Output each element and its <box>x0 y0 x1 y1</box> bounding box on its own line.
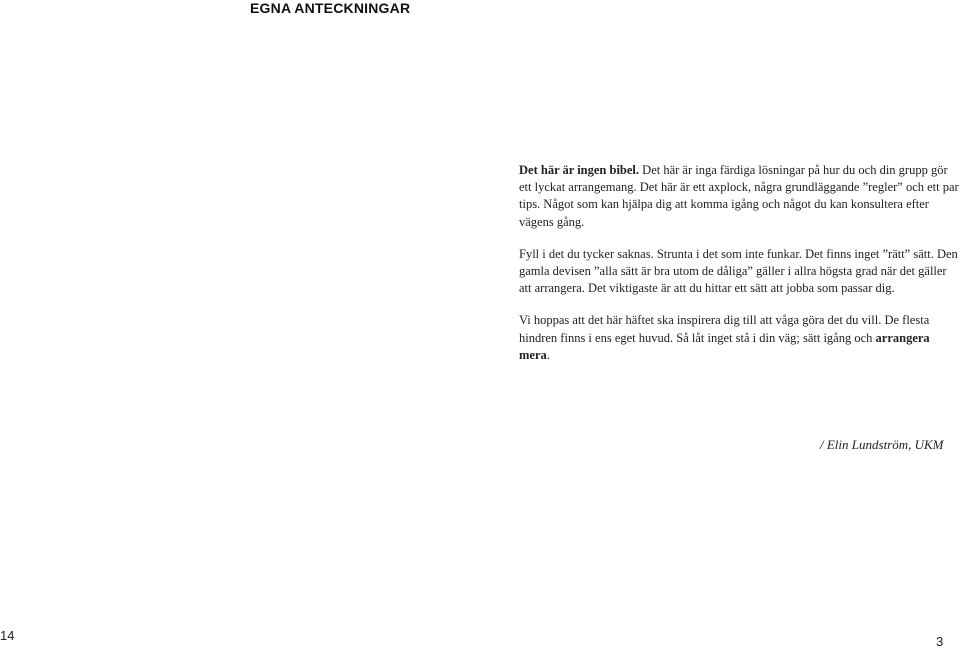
intro-paragraph <box>519 162 959 231</box>
body-text <box>519 162 959 364</box>
signature: / Elin Lundström, UKM <box>820 437 944 452</box>
intro-lead-bold: Det här är ingen bibel. <box>519 163 640 177</box>
third-paragraph-period: . <box>546 347 550 362</box>
page-number-right: 3 <box>936 634 944 649</box>
page-number-left: 14 <box>0 628 15 643</box>
page-heading: EGNA ANTECKNINGAR <box>250 0 411 16</box>
intro-lead-rest: Det här är inga färdiga lösningar på hur du och din grupp gör ett lyckat arrangemang. Det här är ett axplock, några grundläggande ”regler” och ett par tips. Något som kan hjälpa dig att komma igång och något du kan konsultera efter vägens gång. <box>519 163 959 229</box>
third-paragraph-text: Vi hoppas att det här häftet ska inspirera dig till att våga göra det du vill. De flesta hindren finns i ens eget huvud. Så låt inget stå i din väg; sätt igång och <box>519 313 930 345</box>
third-paragraph-bold-end: arrangera mera <box>519 330 930 362</box>
second-paragraph: Fyll i det du tycker saknas. Strunta i det som inte funkar. Det finns inget ”rätt” sätt. Den gamla devisen ”alla sätt är bra utom de dåliga” gäller i allra högsta grad när det gäller att arrangera. Det viktigaste är att du hittar ett sätt att jobba som passar dig. <box>519 246 958 296</box>
third-paragraph <box>519 312 959 364</box>
